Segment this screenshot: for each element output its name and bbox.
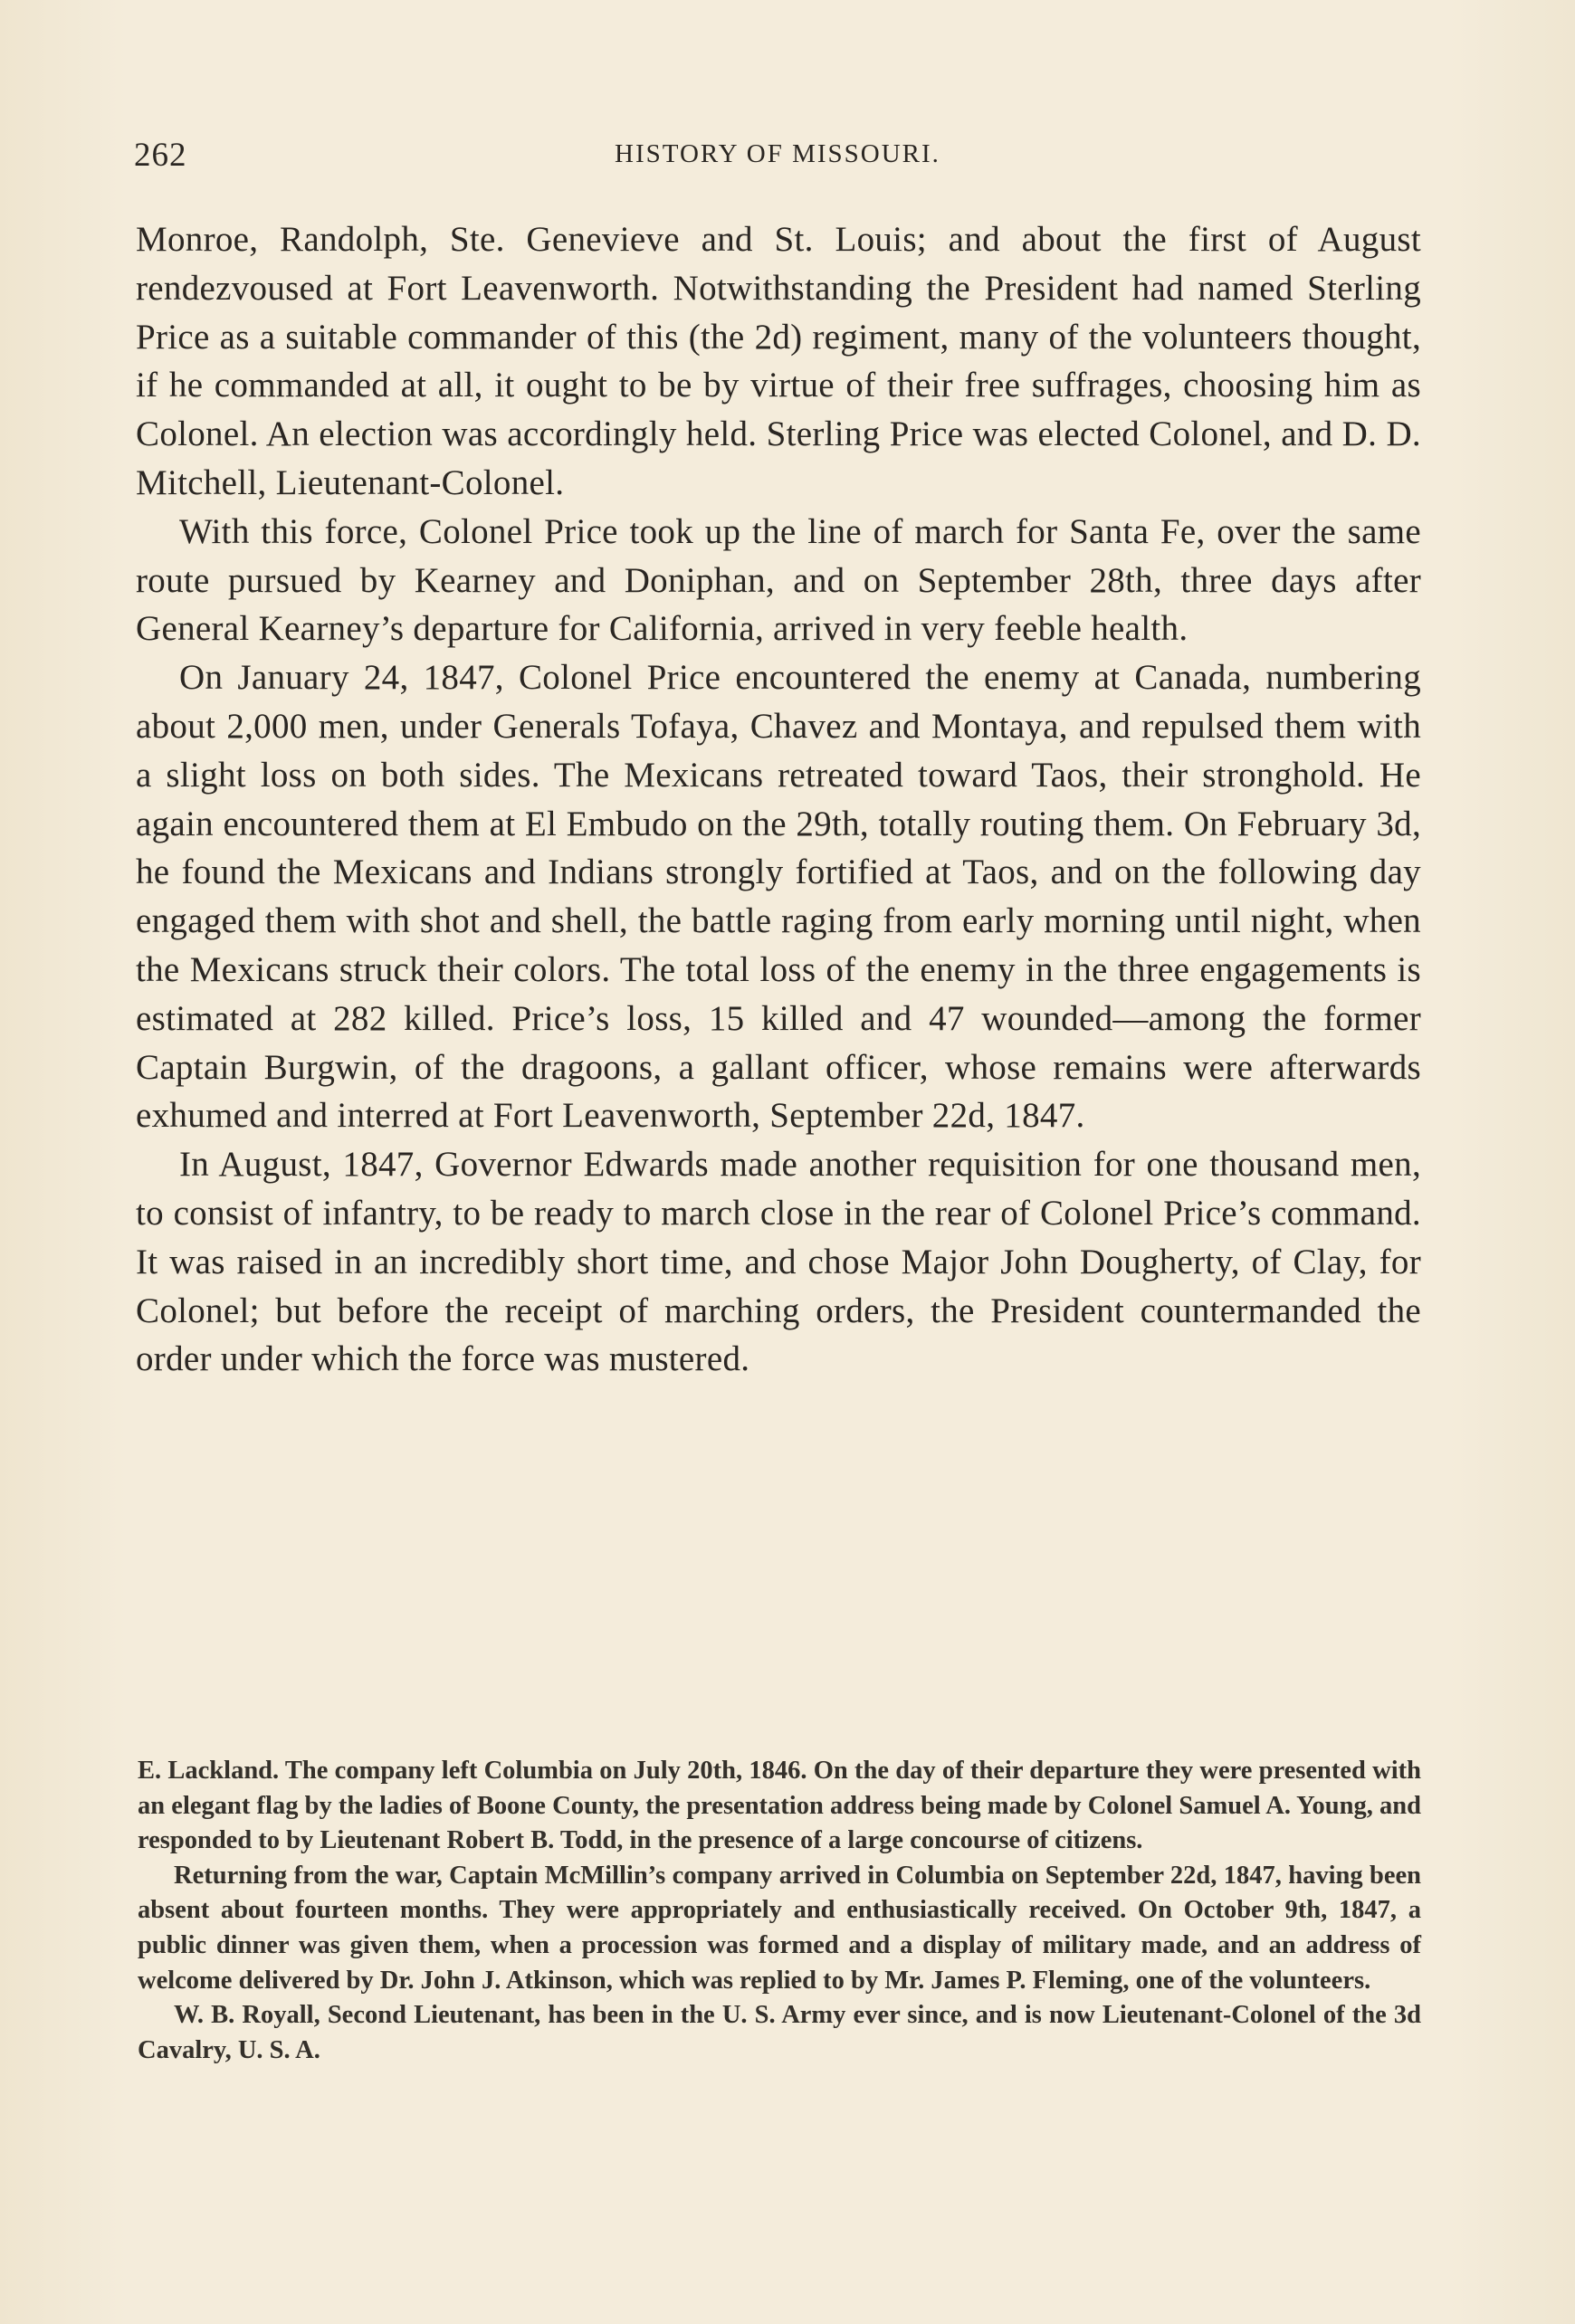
- body-paragraph: With this force, Colonel Price took up the line of march for Santa Fe, over the same route pursued by Kearney and Doniphan, and on September 28th, three days after General Kearney’s departure for California, arrived in very feeble health.: [136, 511, 1421, 649]
- footnotes: [138, 1754, 1421, 2068]
- body-paragraph: On January 24, 1847, Colonel Price encountered the enemy at Canada, numbering about 2,000 men, under Generals Tofaya, Chavez and Montaya, and repulsed them with a slight loss on both sides. The Mexicans retreated toward Taos, their stronghold. He again encountered them at El Embudo on the 29th, totally routing them. On February 3d, he found the Mexicans and Indians strongly fortified at Taos, and on the following day engaged them with shot and shell, the battle raging from early morning until night, when the Mexicans struck their colors. The total loss of the enemy in the three engagements is estimated at 282 killed. Price’s loss, 15 killed and 47 wounded—among the former Captain Burgwin, of the dragoons, a gallant officer, whose remains were afterwards exhumed and interred at Fort Leavenworth, September 22d, 1847.: [136, 658, 1421, 1136]
- main-text: [136, 215, 1421, 1384]
- page-header: [134, 136, 1421, 181]
- footnote-paragraph: Returning from the war, Captain McMillin’s company arrived in Columbia on September 22d, 1847, having been absent about fourteen months. They were appropriately and enthusiastically received. On October 9th, 1847, a public dinner was given them, when a procession was formed and a display of military made, and an address of welcome delivered by Dr. John J. Atkinson, which was replied to by Mr. James P. Fleming, one of the volunteers.: [138, 1861, 1421, 1995]
- footnote-paragraph: E. Lackland. The company left Columbia on July 20th, 1846. On the day of their departure they were presented with an elegant flag by the ladies of Boone County, the presentation address being made by Colonel Samuel A. Young, and responded to by Lieutenant Robert B. Todd, in the presence of a large concourse of citizens.: [138, 1757, 1421, 1855]
- body-paragraph: Monroe, Randolph, Ste. Genevieve and St. Louis; and about the first of August rendezvoused at Fort Leavenworth. Notwithstanding the President had named Sterling Price as a suitable commander of this (the 2d) regiment, many of the volunteers thought, if he commanded at all, it ought to be by virtue of their free suffrages, choosing him as Colonel. An election was accordingly held. Sterling Price was elected Colonel, and D. D. Mitchell, Lieutenant-Colonel.: [136, 220, 1421, 502]
- running-title: HISTORY OF MISSOURI.: [615, 139, 940, 168]
- footnote-paragraph: W. B. Royall, Second Lieutenant, has been in the U. S. Army ever since, and is now Lieutenant-Colonel of the 3d Cavalry, U. S. A.: [138, 2001, 1421, 2064]
- body-paragraph: In August, 1847, Governor Edwards made another requisition for one thousand men, to consist of infantry, to be ready to march close in the rear of Colonel Price’s command. It was raised in an incredibly short time, and chose Major John Dougherty, of Clay, for Colonel; but before the receipt of marching orders, the President countermanded the order under which the force was mustered.: [136, 1145, 1421, 1379]
- page-number: 262: [134, 137, 187, 174]
